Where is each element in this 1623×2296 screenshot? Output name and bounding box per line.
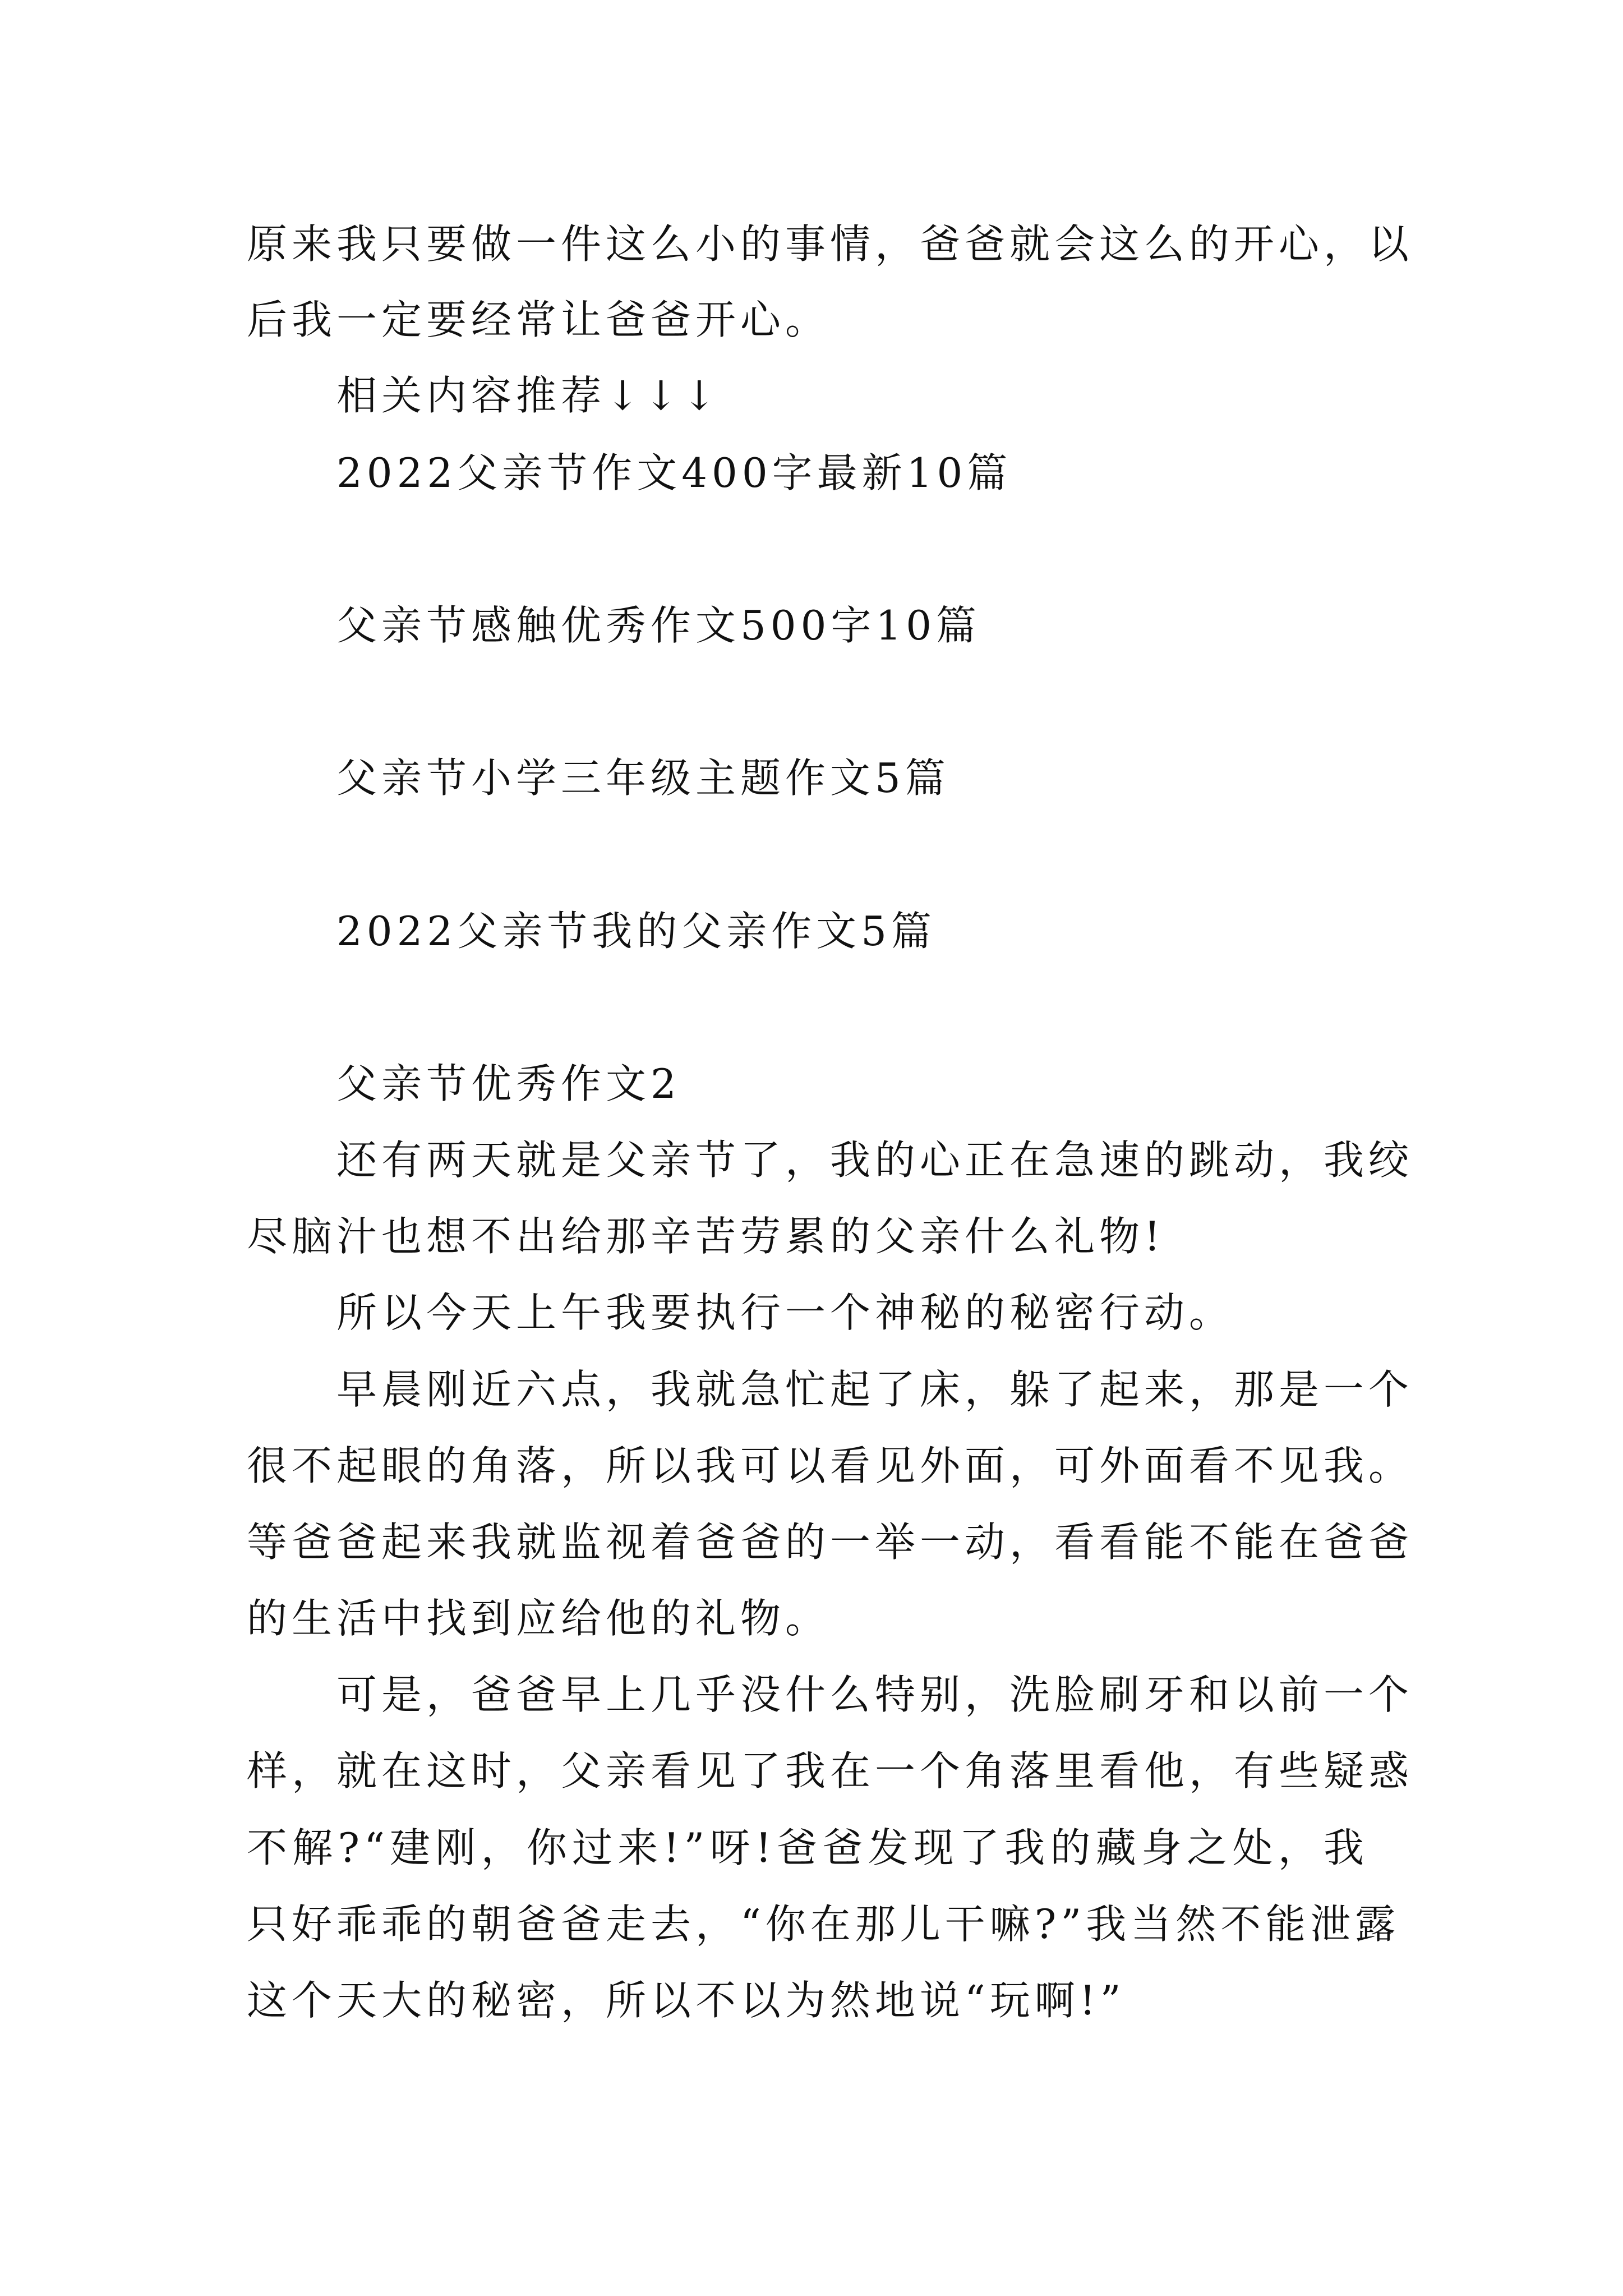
paragraph-line: 尽脑汁也想不出给那辛苦劳累的父亲什么礼物! <box>247 1213 1165 1260</box>
related-heading: 相关内容推荐↓↓↓ <box>336 372 721 419</box>
related-link[interactable]: 父亲节感触优秀作文500字10篇 <box>336 602 981 649</box>
paragraph-line: 所以今天上午我要执行一个神秘的秘密行动。 <box>336 1289 1234 1336</box>
related-link[interactable]: 父亲节小学三年级主题作文5篇 <box>336 754 950 802</box>
related-link[interactable]: 2022父亲节我的父亲作文5篇 <box>336 908 937 955</box>
paragraph-line: 很不起眼的角落，所以我可以看见外面，可外面看不见我。 <box>247 1442 1414 1489</box>
paragraph-line: 等爸爸起来我就监视着爸爸的一举一动，看看能不能在爸爸 <box>247 1519 1414 1566</box>
paragraph-line: 这个天大的秘密，所以不以为然地说“玩啊!” <box>247 1977 1126 2024</box>
paragraph-line: 可是，爸爸早上几乎没什么特别，洗脸刷牙和以前一个 <box>336 1671 1414 1718</box>
paragraph-line: 样，就在这时，父亲看见了我在一个角落里看他，有些疑惑 <box>247 1747 1414 1795</box>
related-link[interactable]: 2022父亲节作文400字最新10篇 <box>336 449 1012 496</box>
paragraph-line: 后我一定要经常让爸爸开心。 <box>247 296 831 343</box>
paragraph-line: 早晨刚近六点，我就急忙起了床，躲了起来，那是一个 <box>336 1366 1414 1413</box>
section-title: 父亲节优秀作文2 <box>336 1060 681 1107</box>
paragraph-line: 不解?“建刚，你过来!”呀!爸爸发现了我的藏身之处，我 <box>247 1824 1368 1871</box>
paragraph-line: 的生活中找到应给他的礼物。 <box>247 1595 831 1642</box>
paragraph-line: 只好乖乖的朝爸爸走去，“你在那儿干嘛?”我当然不能泄露 <box>247 1901 1400 1948</box>
paragraph-line: 原来我只要做一件这么小的事情，爸爸就会这么的开心，以 <box>247 220 1414 268</box>
paragraph-line: 还有两天就是父亲节了，我的心正在急速的跳动，我绞 <box>336 1137 1414 1184</box>
